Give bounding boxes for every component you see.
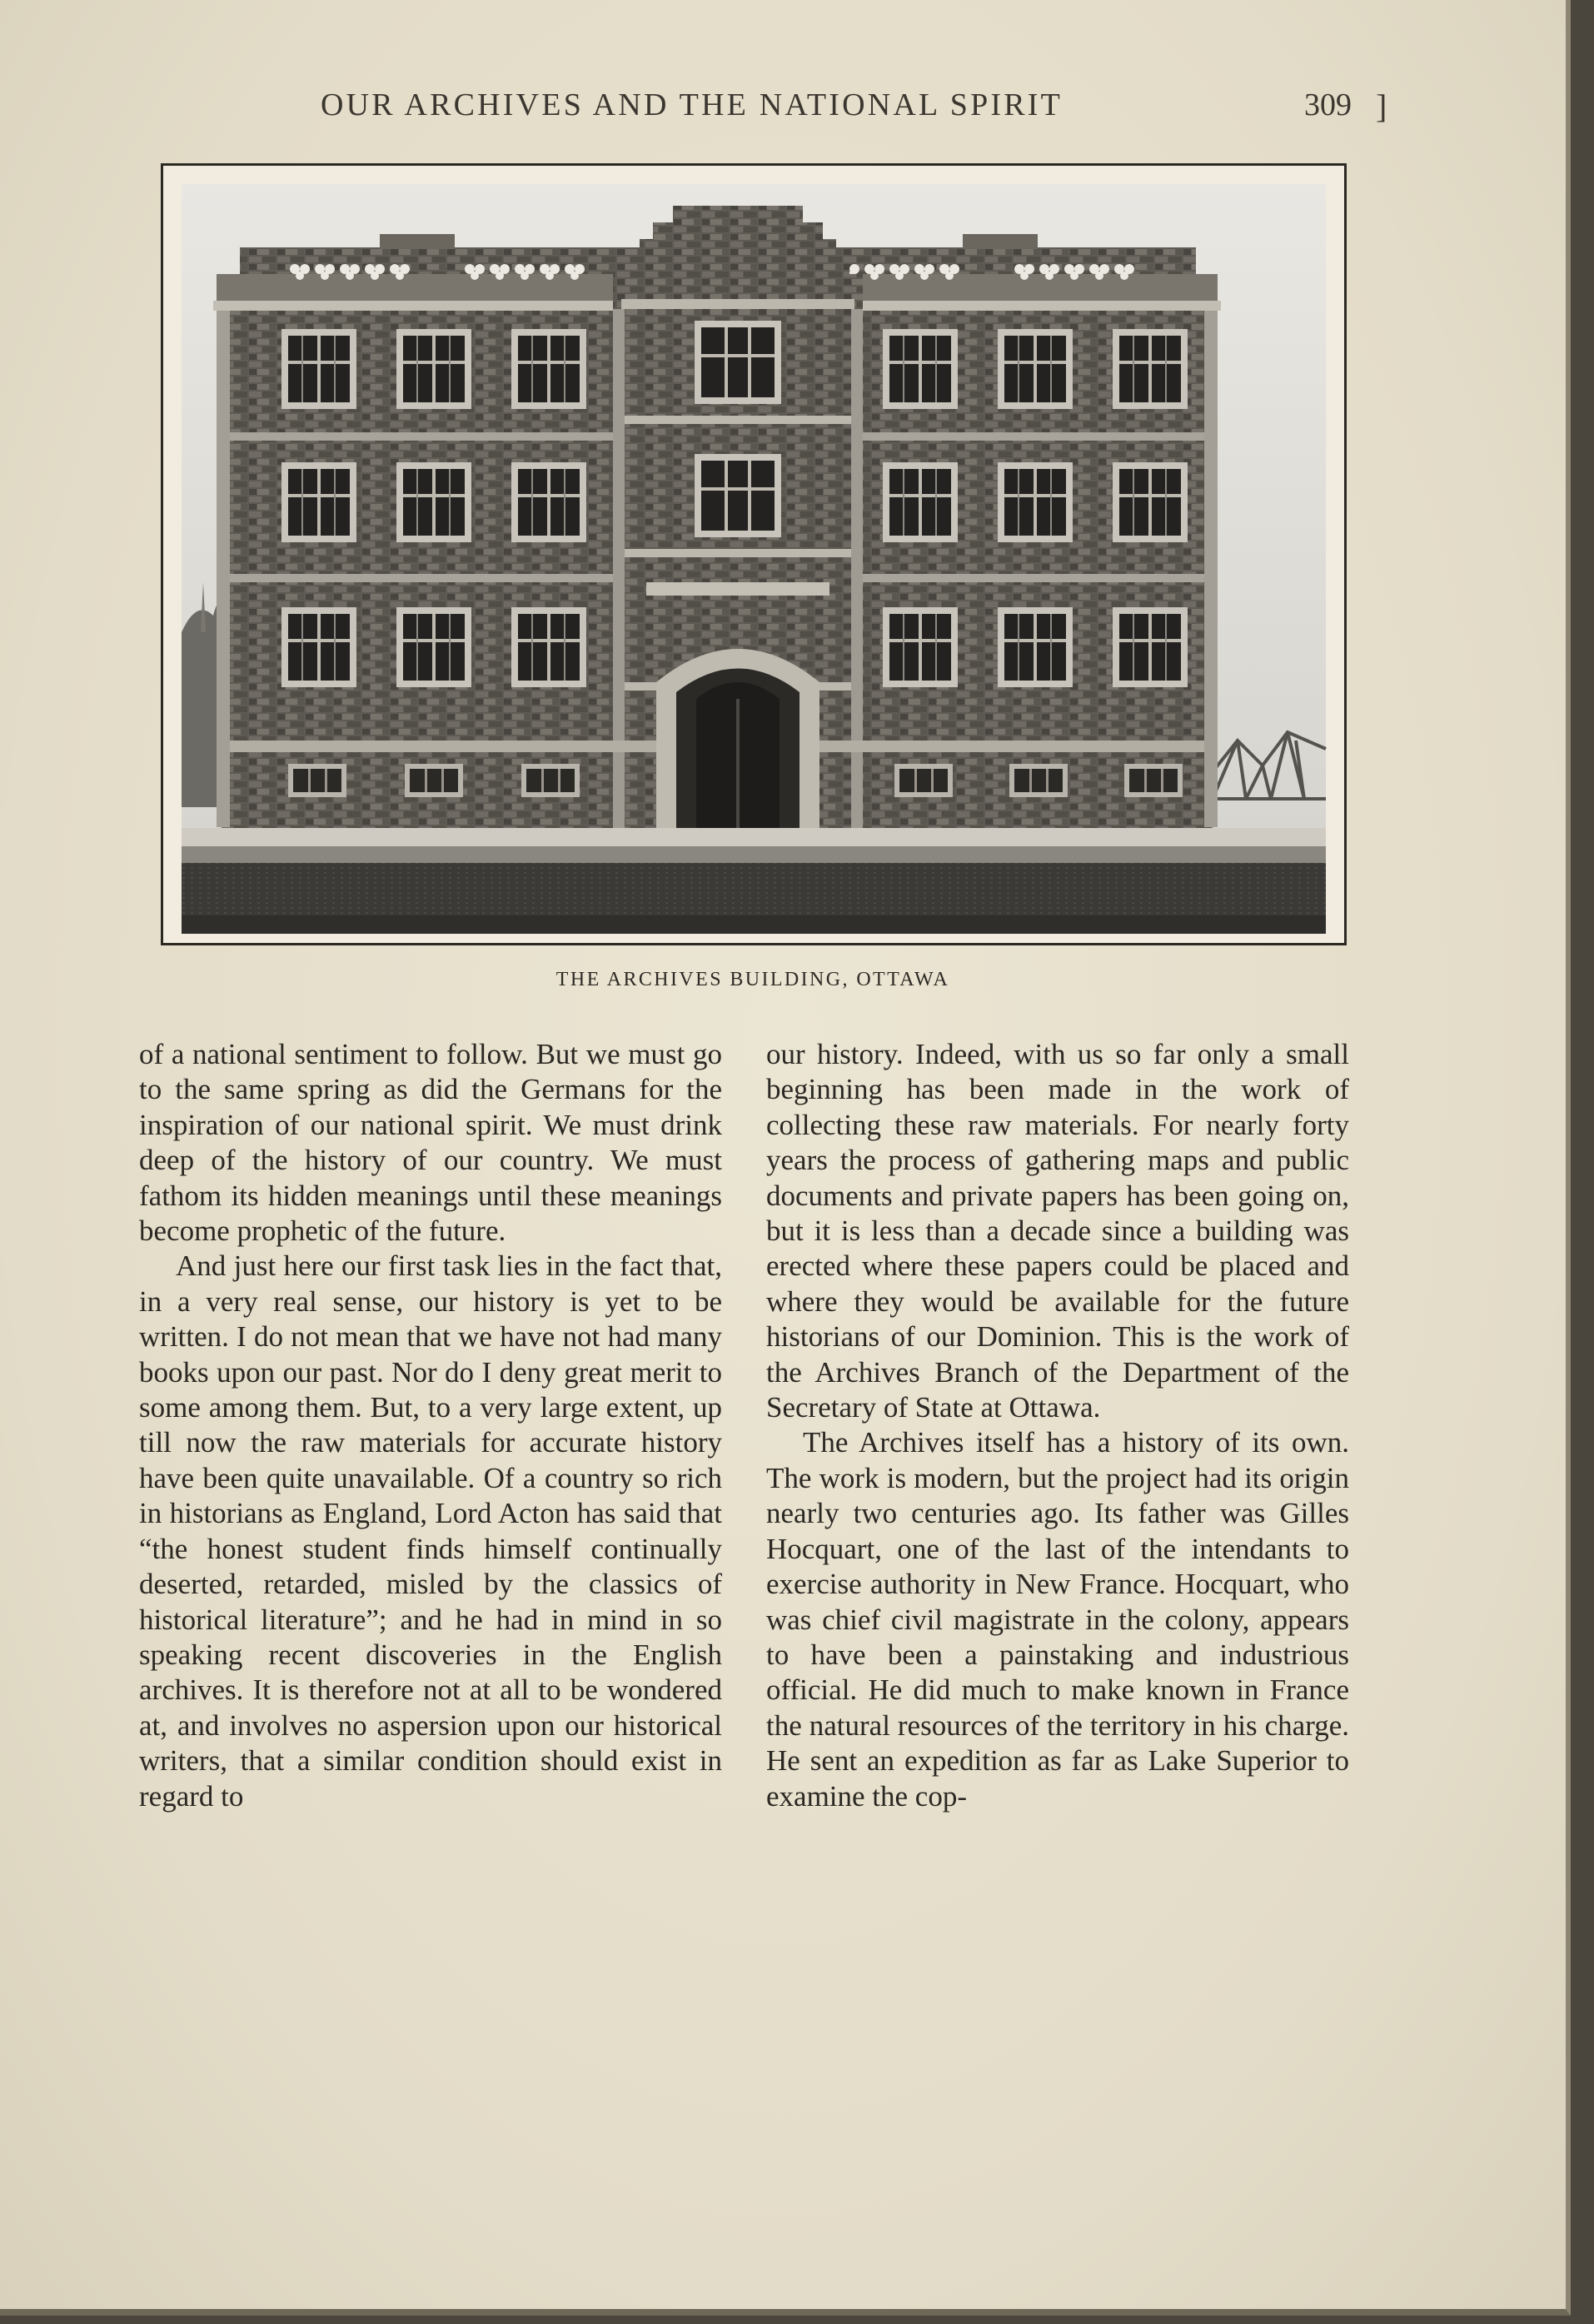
text-column-right <box>766 1037 1349 1814</box>
photo-plate <box>161 163 1347 945</box>
paragraph: And just here our first task lies in the fact that, in a very real sense, our history is yet to be written. I do not mean that we have not had many books upon our past. Nor do I deny great merit to some among them. But, to a very large extent, up till now the raw materials for accurate history have been quite unavailable. Of a country so rich in historians as England, Lord Acton has said that “the honest student finds himself continually deserted, retarded, misled by the classics of historical literature”; and he had in mind in so speaking recent discoveries in the English archives. It is therefore not at all to be wondered at, and involves no aspersion upon our historical writers, that a similar condition should exist in regard to <box>139 1249 722 1813</box>
page-edge-mark: ] <box>1376 87 1387 125</box>
paragraph: of a national sentiment to follow. But we must go to the same spring as did the Germans for the inspiration of our national spirit. We must drink deep of the history of our country. We must fathom its hidden meanings until these meanings become prophetic of the future. <box>139 1038 722 1248</box>
figure-caption: THE ARCHIVES BUILDING, OTTAWA <box>555 969 950 990</box>
paragraph: our history. Indeed, with us so far only a small beginning has been made in the work of collecting these raw materials. For nearly forty years the process of gathering maps and public documents and private papers has been going on, but it is less than a decade since a building was erected where these papers could be placed and where they would be available for the future historians of our Dominion. This is the work of the Archives Branch of the Department of the Secretary of State at Ottawa. <box>766 1038 1349 1424</box>
text-column-left <box>139 1037 722 1814</box>
archives-building-photo <box>163 166 1344 943</box>
page-number: 309 <box>1304 87 1352 122</box>
paragraph: The Archives itself has a history of its own. The work is modern, but the project had its origin nearly two centuries ago. Its father was Gilles Hocquart, one of the last of the intendants to exercise authority in New France. Hocquart, who was chief civil magistrate in the colony, appears to have been a painstaking and industrious official. He did much to make known in France the natural resources of the territory in his charge. He sent an expedition as far as Lake Superior to examine the cop- <box>766 1426 1349 1813</box>
running-head: OUR ARCHIVES AND THE NATIONAL SPIRIT <box>321 87 1063 122</box>
